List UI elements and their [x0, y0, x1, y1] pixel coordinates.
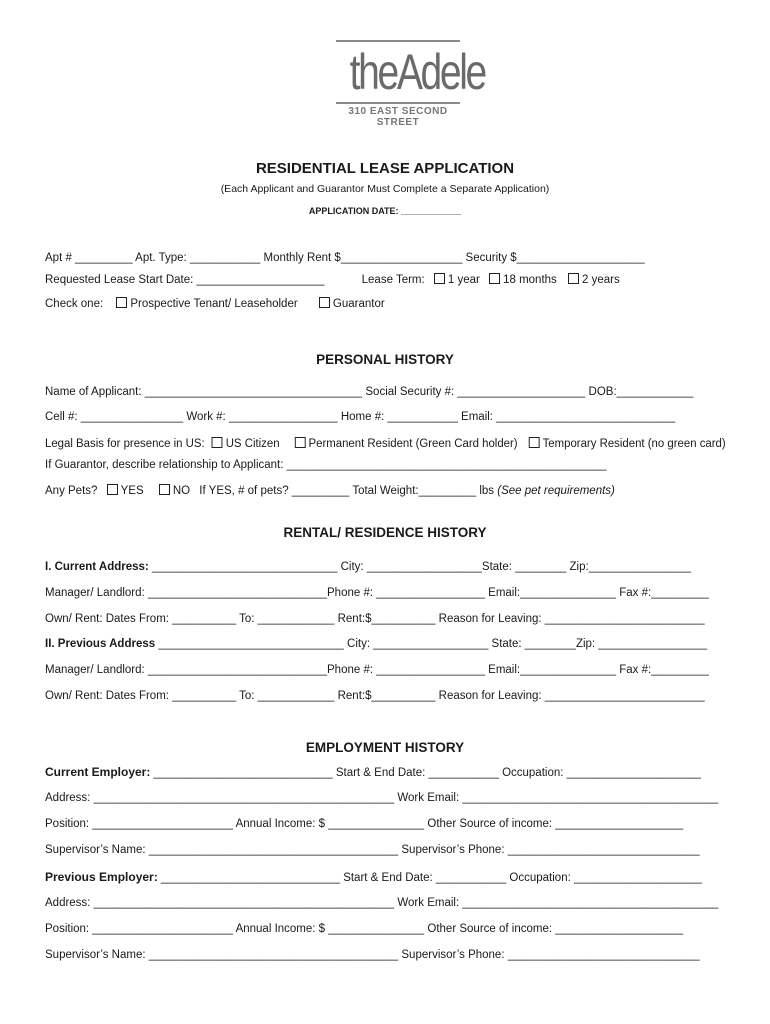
pets-yes-checkbox[interactable]: [107, 484, 118, 495]
pet-requirements-note: (See pet requirements): [497, 485, 615, 497]
previous-rent-line[interactable]: Own/ Rent: Dates From: __________ To: ____________ Rent:$__________ Reason for Leaving: _________________________: [45, 690, 705, 702]
lease-term-line[interactable]: [45, 273, 620, 286]
lease-1year-checkbox[interactable]: [434, 273, 445, 284]
permanent-resident-checkbox[interactable]: [295, 437, 306, 448]
lease-2years-label: 2 years: [582, 274, 620, 286]
previous-employer-address-line[interactable]: Address: _______________________________________________ Work Email: ________________________________________: [45, 897, 719, 909]
check-one-label: Check one:: [45, 298, 104, 310]
logo: [336, 40, 485, 128]
personal-history-heading: PERSONAL HISTORY: [316, 352, 454, 367]
us-citizen-label: US Citizen: [225, 438, 280, 450]
employment-history-heading: EMPLOYMENT HISTORY: [305, 740, 465, 755]
current-employer-address-line[interactable]: Address: _______________________________________________ Work Email: ________________________________________: [45, 792, 719, 804]
lease-term-label: Lease Term:: [361, 274, 425, 286]
check-one-line: [45, 297, 385, 310]
current-employer-line[interactable]: [45, 765, 701, 779]
previous-landlord-line[interactable]: Manager/ Landlord: ____________________________Phone #: _________________ Email:_______________ Fax #:_________: [45, 664, 709, 676]
form-subtitle: (Each Applicant and Guarantor Must Complete a Separate Application): [220, 183, 550, 195]
previous-address-label: II. Previous Address: [45, 638, 156, 650]
previous-employer-field[interactable]: ____________________________ Start & End Date: ___________ Occupation: ____________________: [157, 872, 702, 884]
lease-1year-label: 1 year: [447, 274, 480, 286]
application-date-field[interactable]: APPLICATION DATE: ____________: [308, 206, 462, 216]
lease-18months-label: 18 months: [503, 274, 557, 286]
logo-bottom-rule: [336, 102, 460, 104]
guarantor-checkbox[interactable]: [319, 297, 330, 308]
logo-address: 310 EAST SECOND STREET: [348, 106, 448, 128]
current-rent-line[interactable]: Own/ Rent: Dates From: __________ To: ____________ Rent:$__________ Reason for Leaving: _________________________: [45, 613, 705, 625]
previous-supervisor-line[interactable]: Supervisor’s Name: _______________________________________ Supervisor’s Phone: ______________________________: [45, 949, 700, 961]
permanent-resident-label: Permanent Resident (Green Card holder): [308, 438, 518, 450]
lease-18months-checkbox[interactable]: [489, 273, 500, 284]
pets-line: [45, 484, 615, 497]
form-title: RESIDENTIAL LEASE APPLICATION: [255, 160, 515, 177]
current-address-label: I. Current Address:: [45, 561, 149, 573]
lease-start-field[interactable]: Requested Lease Start Date: ____________________: [45, 274, 325, 286]
current-address-field[interactable]: _____________________________ City: __________________State: ________ Zip:________________: [148, 561, 692, 573]
current-address-line[interactable]: [45, 561, 691, 573]
previous-position-line[interactable]: Position: ______________________ Annual Income: $ _______________ Other Source of income: ____________________: [45, 923, 684, 935]
current-supervisor-line[interactable]: Supervisor’s Name: _______________________________________ Supervisor’s Phone: ______________________________: [45, 844, 700, 856]
legal-basis-line: [45, 437, 726, 450]
rental-history-heading: RENTAL/ RESIDENCE HISTORY: [283, 525, 487, 540]
pets-no-label: NO: [172, 485, 191, 497]
temporary-resident-label: Temporary Resident (no green card): [542, 438, 726, 450]
pets-yes-label: YES: [120, 485, 144, 497]
current-position-line[interactable]: Position: ______________________ Annual Income: $ _______________ Other Source of income: ____________________: [45, 818, 684, 830]
phone-numbers-line[interactable]: Cell #: ________________ Work #: _________________ Home #: ___________ Email: ____________________________: [45, 411, 676, 423]
pets-count-weight-field[interactable]: If YES, # of pets? _________ Total Weight:_________ lbs: [199, 485, 495, 497]
pets-no-checkbox[interactable]: [159, 484, 170, 495]
logo-name: theAdele: [349, 44, 485, 100]
legal-basis-label: Legal Basis for presence in US:: [45, 438, 205, 450]
guarantor-label: Guarantor: [332, 298, 385, 310]
pets-label: Any Pets?: [45, 485, 98, 497]
temporary-resident-checkbox[interactable]: [529, 437, 540, 448]
current-landlord-line[interactable]: Manager/ Landlord: ____________________________Phone #: _________________ Email:_______________ Fax #:_________: [45, 587, 709, 599]
prospective-tenant-checkbox[interactable]: [116, 297, 127, 308]
previous-employer-line[interactable]: [45, 870, 702, 884]
prospective-tenant-label: Prospective Tenant/ Leaseholder: [130, 298, 298, 310]
current-employer-field[interactable]: ____________________________ Start & End Date: ___________ Occupation: _____________________: [150, 767, 701, 779]
previous-address-field[interactable]: _____________________________ City: __________________ State: ________Zip: _________________: [155, 638, 708, 650]
applicant-name-line[interactable]: Name of Applicant: __________________________________ Social Security #: ____________________ DOB:____________: [45, 386, 694, 398]
guarantor-relationship-line[interactable]: If Guarantor, describe relationship to Applicant: __________________________________________________: [45, 459, 607, 471]
previous-employer-label: Previous Employer:: [45, 870, 158, 884]
current-employer-label: Current Employer:: [45, 765, 151, 779]
previous-address-line[interactable]: [45, 638, 707, 650]
us-citizen-checkbox[interactable]: [212, 437, 223, 448]
apt-info-line[interactable]: Apt # _________ Apt. Type: ___________ Monthly Rent $___________________ Security $____________________: [45, 252, 645, 264]
lease-2years-checkbox[interactable]: [568, 273, 579, 284]
